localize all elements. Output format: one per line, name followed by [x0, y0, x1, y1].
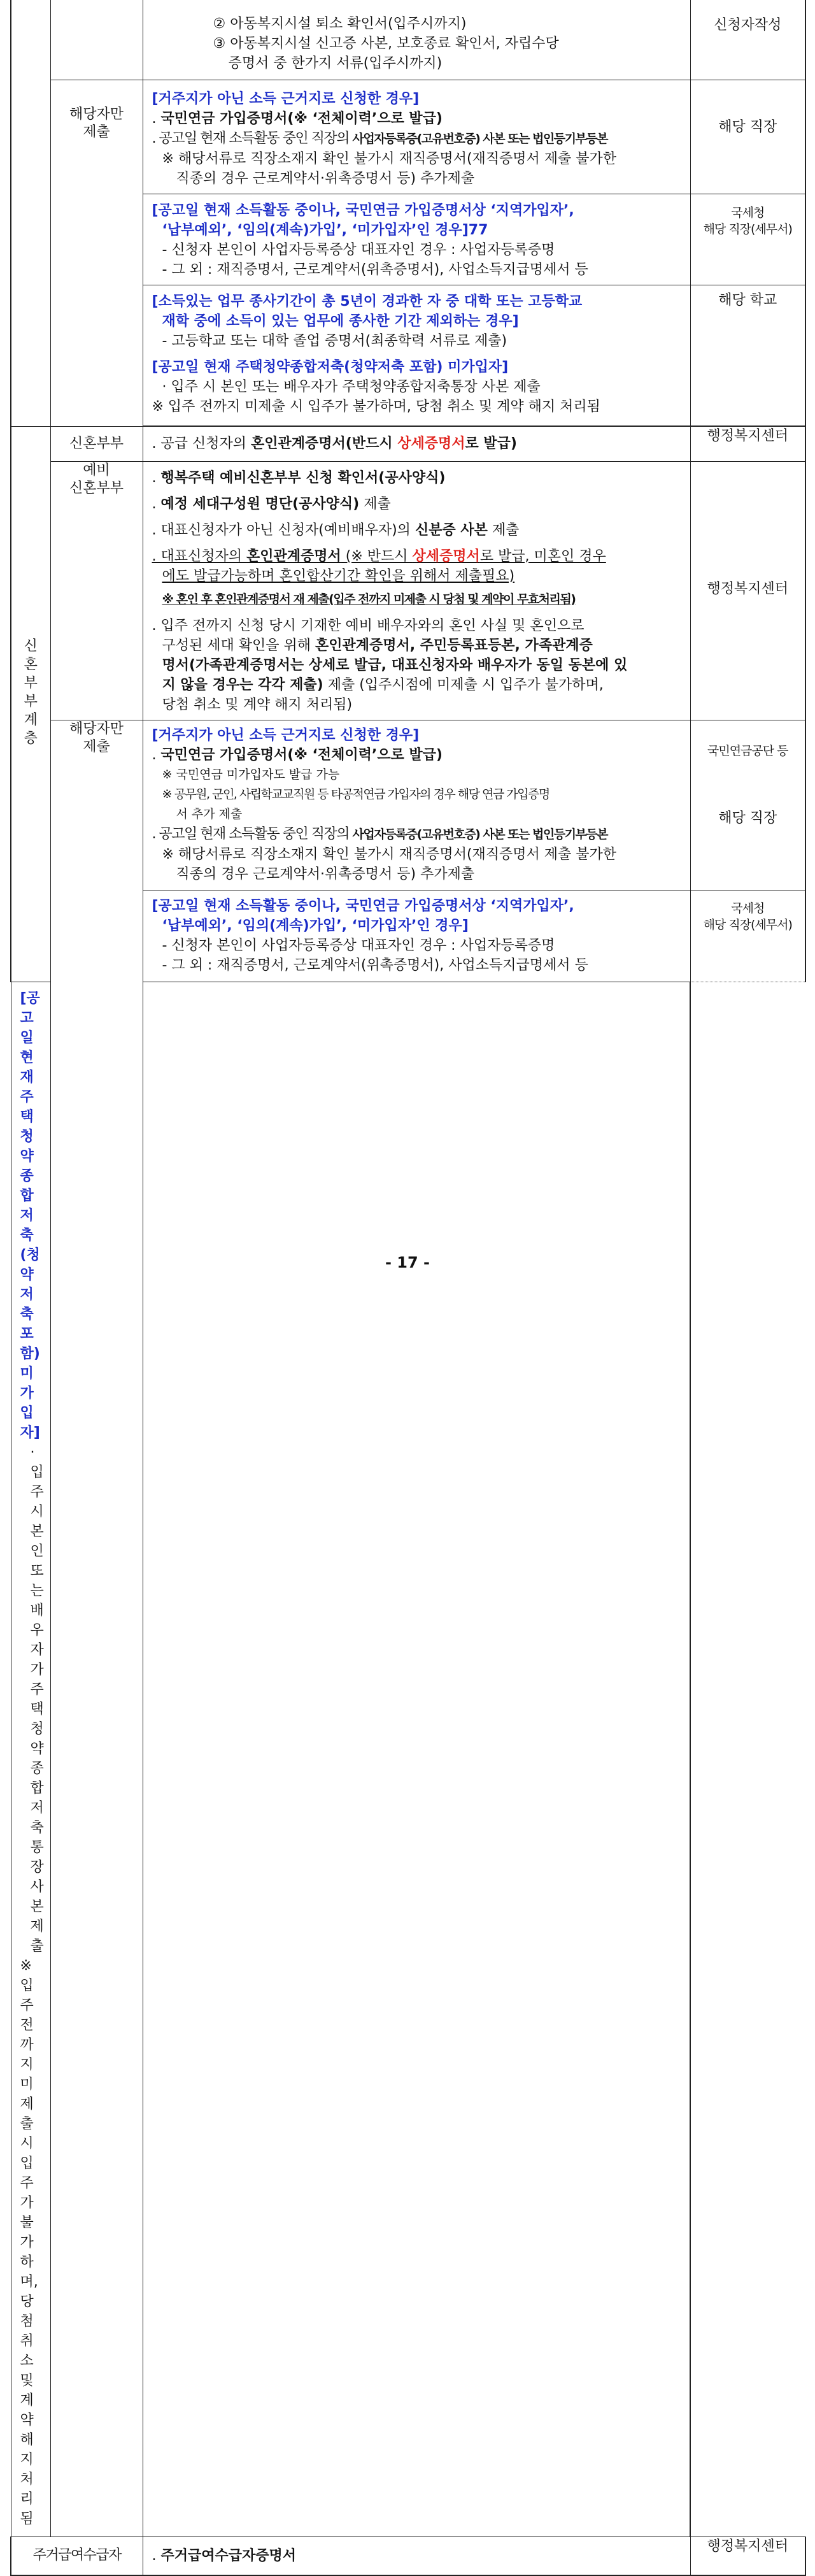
doc-item-bold: 예정 세대구성원 명단(공사양식) [160, 496, 360, 512]
category-char: 부 [24, 694, 38, 710]
row-newlywed-couple [11, 427, 805, 462]
doc-item-bold: 사업자등록증(고유번호증) 사본 또는 법인등기부등본 [352, 827, 607, 841]
row-income-base [11, 80, 805, 194]
doc-item: 대표신청자의 [160, 548, 247, 564]
issuer-text: 해당 학교 [718, 292, 777, 308]
issuer-text: 국세청 [731, 901, 765, 915]
issuer-cell-empty [143, 982, 690, 2537]
doc-item: - 그 외 : 재직증명서, 근로계약서(위촉증명서), 사업소득지급명세서 등 [162, 957, 588, 973]
sub-category-label: 제출 [83, 124, 110, 140]
category-label: 주거급여수급자 [32, 2547, 121, 2563]
note-line: 서 추가 제출 [176, 807, 243, 821]
row-nw-income-base [11, 720, 805, 891]
doc-cell [143, 891, 690, 982]
doc-cell [11, 982, 50, 2537]
doc-line: 증명서 중 한가지 서류(입주시까지) [228, 55, 443, 71]
doc-item: . 공고일 현재 소득활동 중인 직장의 [152, 826, 353, 842]
section-header: ‘납부예외’, ‘임의(계속)가입’, ‘미가입자’인 경우] [162, 918, 469, 934]
doc-item-bold: 국민연금 가입증명서(※ ‘전체이력’으로 발급) [160, 111, 443, 127]
issuer-text: 행정복지센터 [707, 581, 788, 597]
issuer-cell [690, 462, 805, 720]
sub-category-label: 신혼부부 [69, 480, 124, 496]
doc-cell: . 주거급여수급자증명서 [143, 2537, 690, 2576]
doc-item-bold: 명서(가족관계증명서는 상세로 발급, 대표신청자와 배우자가 동일 동본에 있 [162, 657, 628, 673]
section-header: [소득있는 업무 종사기간이 총 5년이 경과한 자 중 대학 또는 고등학교 [152, 294, 583, 310]
note-line: ※ 혼인 후 혼인관계증명서 재 제출(입주 전까지 미제출 시 당첨 및 계약이 무효처리됨) [162, 592, 576, 606]
issuer-cell [690, 891, 805, 982]
doc-item: . 공급 신청자의 [152, 436, 251, 452]
doc-item: - 신청자 본인이 사업자등록증상 대표자인 경우 : 사업자등록증명 [162, 242, 555, 258]
doc-item: 구성된 세대 확인을 위해 [162, 638, 315, 654]
note-line: ※ 해당서류로 직장소재지 확인 불가시 재직증명서(재직증명서 제출 불가한 [162, 847, 617, 862]
doc-item-red: 상세증명서 [397, 436, 465, 452]
sub-category-prospective [50, 462, 143, 720]
doc-item: 제출 [359, 496, 391, 512]
sub-category-label: 예비 [83, 462, 110, 478]
doc-item-bold: 사업자등록증(고유번호증) 사본 또는 법인등기부등본 [352, 132, 607, 146]
sub-category-label: 해당자만 [69, 106, 124, 122]
doc-item: 제출 [487, 522, 520, 538]
section-header: [공고일 현재 주택청약종합저축(청약저축 포함) 미가입자] [20, 991, 40, 1441]
sub-category-label: 해당자만 [69, 721, 124, 737]
issuer-cell [690, 0, 805, 80]
note-line: ※ 공무원, 군인, 사립학교교직원 등 타공적연금 가입자의 경우 해당 연금 가입증명 [162, 787, 549, 801]
doc-item: · 입주 시 본인 또는 배우자가 주택청약종합저축통장 사본 제출 [162, 379, 541, 395]
issuer-text: 해당 직장(세무서) [703, 222, 792, 236]
issuer-cell [690, 2537, 805, 2576]
sub-category-label: 제출 [83, 739, 110, 755]
issuer-text: 국세청 [731, 206, 765, 220]
doc-item-bold: 혼인관계증명서, 주민등록표등본, 가족관계증 [315, 638, 593, 654]
sub-category-cell-empty [50, 0, 143, 80]
section-header: [공고일 현재 주택청약종합저축(청약저축 포함) 미가입자] [152, 359, 509, 375]
doc-item-bold: 혼인관계증명서(반드시 [251, 436, 398, 452]
doc-item: (※ 반드시 [341, 548, 413, 564]
category-newlywed [11, 427, 50, 982]
doc-item-bold: 행복주택 예비신혼부부 신청 확인서(공사양식) [160, 470, 446, 486]
issuer-cell [690, 720, 805, 891]
doc-item: . 공고일 현재 소득활동 중인 직장의 [152, 131, 353, 147]
doc-item: - 신청자 본인이 사업자등록증상 대표자인 경우 : 사업자등록증명 [162, 938, 555, 954]
sub-category-only-applicable [50, 80, 143, 427]
page-number: - 17 - [385, 1254, 430, 1271]
category-char: 혼 [24, 657, 38, 673]
issuer-text: 행정복지센터 [707, 2538, 788, 2554]
category-char: 계 [24, 712, 38, 728]
doc-item-bold: 지 않을 경우는 각각 제출) [162, 677, 323, 693]
issuer-cell [690, 427, 805, 462]
doc-cell: . 행복주택 예비신혼부부 신청 확인서(공사양식) . 예정 세대구성원 명단(공사양식) 제출 . 대표신청자가 아닌 신청자(예비배우자)의 신분증 사본 제출 . 대표신청자의 혼인관계증명서 (※ 반드시 상세증명서로 발급, 미혼인 경우 에도 발급가능하며 혼인합산기간 확인을 위해서 제출필요) ※ 혼인 후 혼인관계증명서 재 제출(입주 전까지 미제출 시 당첨 및 계약이 무효처리됨) . 입주 전까지 신청 당시 기재한 예비 배우자와의 혼인 사실 및 혼인으로 구성된 세대 확인을 위해 혼인관계증명서, 주민등록표등본, 가족관계증 명서(가족관계증명서는 상세로 발급, 대표신청자와 배우자가 동일 동본에 있 지 않을 경우는 각각 제출) 제출 (입주시점에 미제출 시 입주가 불가하며, 당첨 취소 및 계약 해지 처리됨) [143, 462, 690, 720]
doc-item-bold: 국민연금 가입증명서(※ ‘전체이력’으로 발급) [160, 747, 443, 763]
issuer-cell [690, 285, 805, 426]
sub-category-nw-only-applicable [50, 720, 143, 2537]
doc-cell [143, 427, 690, 462]
section-header: [거주지가 아닌 소득 근거지로 신청한 경우] [152, 727, 420, 743]
doc-item-bold: 혼인관계증명서 [246, 548, 341, 564]
row-prospective-newlywed [11, 462, 805, 720]
sub-category-label: 신혼부부 [69, 436, 124, 452]
section-header: 재학 중에 소득이 있는 업무에 종사한 기간 제외하는 경우] [162, 313, 519, 329]
issuer-cell [690, 194, 805, 285]
issuer-text: 해당 직장 [718, 810, 777, 826]
category-housing-benefit [11, 2537, 143, 2576]
doc-item-bold: 주거급여수급자증명서 [160, 2548, 297, 2564]
issuer-text: 해당 직장(세무서) [703, 918, 792, 932]
note-line: ※ 해당서류로 직장소재지 확인 불가시 재직증명서(재직증명서 제출 불가한 [162, 151, 617, 167]
doc-item: 대표신청자가 아닌 신청자(예비배우자)의 [160, 522, 415, 538]
sub-category-couple [50, 427, 143, 462]
section-header: ‘납부예외’, ‘임의(계속)가입’, ‘미가입자’인 경우]77 [162, 222, 488, 238]
doc-cell [143, 80, 690, 194]
row-child-welfare [11, 0, 805, 80]
section-header: [공고일 현재 소득활동 중이나, 국민연금 가입증명서상 ‘지역가입자’, [152, 898, 574, 914]
doc-cell: [거주지가 아닌 소득 근거지로 신청한 경우] . 국민연금 가입증명서(※ ‘전체이력’으로 발급) ※ 국민연금 미가입자도 발급 가능 ※ 공무원, 군인, 사립학교교직원 등 타공적연금 가입자의 경우 해당 연금 가입증명 서 추가 제출 . 공고일 현재 소득활동 중인 직장의 사업자등록증(고유번호증) 사본 또는 법인등기부등본 ※ 해당서류로 직장소재지 확인 불가시 재직증명서(재직증명서 제출 불가한 직종의 경우 근로계약서·위촉증명서 등) 추가제출 [143, 720, 690, 891]
doc-item: 당첨 취소 및 계약 해지 처리됨) [162, 697, 353, 713]
section-header: [거주지가 아닌 소득 근거지로 신청한 경우] [152, 91, 420, 107]
issuer-text: 신청자작성 [714, 17, 782, 33]
category-char: 층 [24, 731, 38, 747]
doc-item-bold: 로 발급) [465, 436, 517, 452]
issuer-text: 행정복지센터 [707, 428, 788, 444]
note-line: 직종의 경우 근로계약서·위촉증명서 등) 추가제출 [176, 171, 475, 187]
doc-cell [143, 285, 690, 426]
category-cell-empty [11, 0, 50, 427]
doc-item: 입주 전까지 신청 당시 기재한 예비 배우자와의 혼인 사실 및 혼인으로 [160, 618, 585, 634]
issuer-cell [690, 80, 805, 194]
note-line: ※ 입주 전까지 미제출 시 입주가 불가하며, 당첨 취소 및 계약 해지 처리됨 [152, 399, 600, 415]
document-table [10, 0, 806, 2576]
category-char: 신 [24, 638, 38, 654]
doc-item: 에도 발급가능하며 혼인합산기간 확인을 위해서 제출필요) [162, 568, 515, 584]
doc-item-red: 상세증명서 [412, 548, 480, 564]
doc-item: - 고등학교 또는 대학 졸업 증명서(최종학력 서류로 제출) [162, 333, 507, 349]
issuer-text: 국민연금공단 등 [707, 744, 788, 758]
doc-item: 로 발급, 미혼인 경우 [479, 548, 606, 564]
doc-cell [143, 194, 690, 285]
category-char: 부 [24, 675, 38, 691]
doc-item-bold: 신분증 사본 [415, 522, 488, 538]
note-line: 직종의 경우 근로계약서·위촉증명서 등) 추가제출 [176, 866, 475, 882]
issuer-text: 해당 직장 [718, 119, 777, 135]
row-housing-benefit [11, 2537, 805, 2576]
section-header: [공고일 현재 소득활동 중이나, 국민연금 가입증명서상 ‘지역가입자’, [152, 203, 574, 218]
doc-item: 제출 (입주시점에 미제출 시 입주가 불가하며, [323, 677, 604, 693]
doc-cell [143, 0, 690, 80]
note-line: ※ 국민연금 미가입자도 발급 가능 [162, 768, 340, 782]
doc-item: - 그 외 : 재직증명서, 근로계약서(위촉증명서), 사업소득지급명세서 등 [162, 262, 588, 278]
doc-item: · 입주 시 본인 또는 배우자가 주택청약종합저축통장 사본 제출 [30, 1445, 44, 1954]
doc-line: ② 아동복지시설 퇴소 확인서(입주시까지) [213, 16, 467, 32]
doc-line: ③ 아동복지시설 신고증 사본, 보호종료 확인서, 자립수당 [213, 36, 559, 52]
bullet: . [152, 111, 157, 127]
note-line: ※ 입주 전까지 미제출 시 입주가 불가하며, 당첨 취소 및 계약 해지 처리됨 [20, 1958, 38, 2527]
